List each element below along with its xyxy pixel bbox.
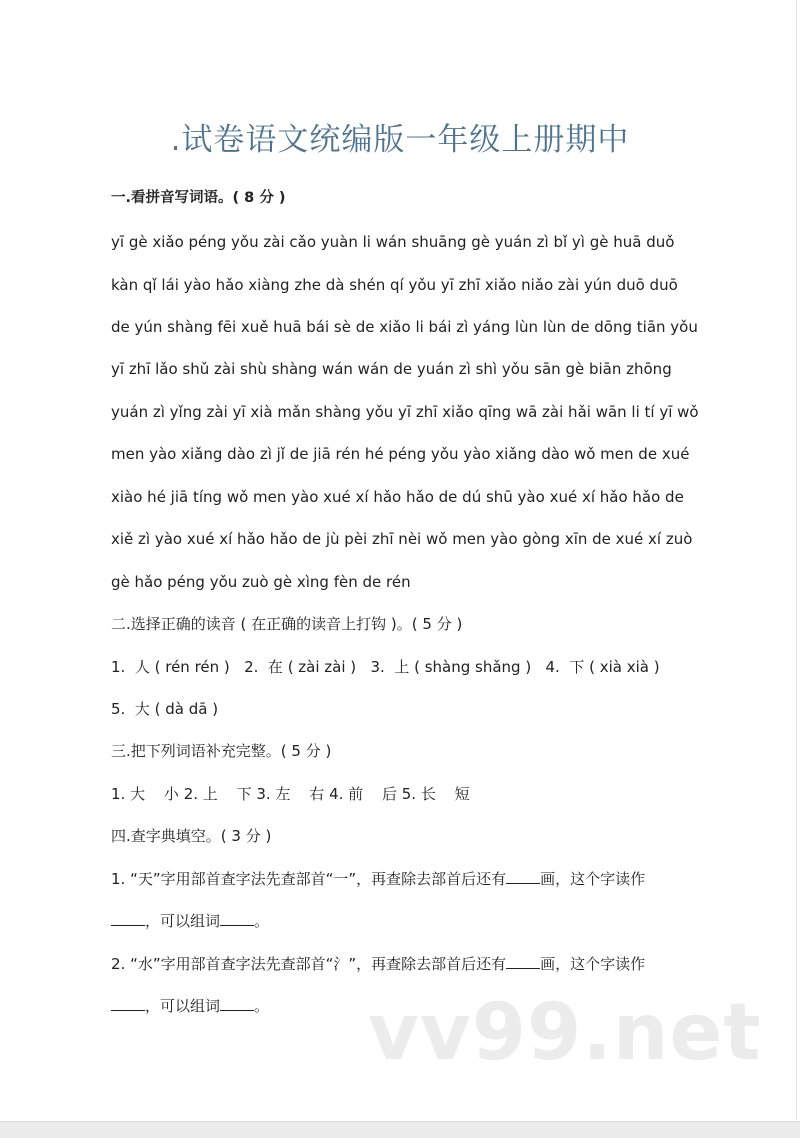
page-bottom-edge bbox=[0, 1121, 800, 1138]
item-num: 4. bbox=[329, 785, 344, 803]
word-b: 下 bbox=[236, 785, 252, 803]
answer-blank[interactable] bbox=[220, 996, 254, 1011]
section1-heading: 一.看拼音写词语。( 8 分 ) bbox=[111, 190, 286, 206]
question-text: 2. “水”字用部首查字法先查部首“氵”，再查除去部首后还有 bbox=[111, 955, 507, 973]
pinyin-line: kàn qǐ lái yào hǎo xiàng zhe dà shén qí yǒu yī zhī xiǎo niǎo zài yún duō duō bbox=[111, 276, 678, 294]
section2-options-line2: 5. 大 ( dà dā ) bbox=[111, 700, 219, 718]
item-num: 5. bbox=[401, 785, 417, 803]
section3-items bbox=[111, 784, 470, 804]
question-text: ，可以组词 bbox=[145, 997, 221, 1015]
word-b: 后 bbox=[381, 785, 397, 803]
answer-blank[interactable] bbox=[111, 996, 145, 1011]
section3-heading: 三.把下列词语补充完整。( 5 分 ) bbox=[111, 742, 332, 760]
answer-blank[interactable] bbox=[506, 954, 540, 969]
pinyin-line: gè hǎo péng yǒu zuò gè xìng fèn de rén bbox=[111, 573, 411, 591]
question-text: ，可以组词 bbox=[145, 912, 221, 930]
question-1-line2 bbox=[111, 911, 269, 931]
pinyin-line: xiě zì yào xué xí hǎo hǎo de jù pèi zhī nèi wǒ men yào gòng xīn de xué xí zuò bbox=[111, 530, 693, 548]
period: 。 bbox=[254, 912, 270, 930]
question-text: 画，这个字读作 bbox=[540, 870, 646, 888]
pinyin-line: men yào xiǎng dào zì jǐ de jiā rén hé péng yǒu yào xiǎng dào wǒ men de xué bbox=[111, 445, 690, 463]
word-a: 大 bbox=[130, 785, 146, 803]
answer-blank[interactable] bbox=[506, 869, 540, 884]
answer-blank[interactable] bbox=[111, 911, 145, 926]
pinyin-line: yī gè xiǎo péng yǒu zài cǎo yuàn li wán shuāng gè yuán zì bǐ yì gè huā duǒ bbox=[111, 233, 675, 251]
pinyin-line: de yún shàng fēi xuě huā bái sè de xiǎo li bái zì yáng lùn lùn de dōng tiān yǒu bbox=[111, 318, 698, 336]
word-b: 右 bbox=[309, 785, 325, 803]
question-1-line1 bbox=[111, 869, 645, 889]
pinyin-line: yī zhī lǎo shǔ zài shù shàng wán wán de yuán zì shì yǒu sān gè biān zhōng bbox=[111, 360, 672, 378]
pinyin-line: xiào hé jiā tíng wǒ men yào xué xí hǎo hǎo de dú shū yào xué xí hǎo hǎo de bbox=[111, 488, 684, 506]
watermark: vv99.net bbox=[368, 988, 762, 1078]
period: 。 bbox=[254, 997, 270, 1015]
word-a: 长 bbox=[420, 785, 436, 803]
question-2-line2 bbox=[111, 996, 269, 1016]
question-text: 1. “天”字用部首查字法先查部首“一”，再查除去部首后还有 bbox=[111, 870, 507, 888]
item-num: 2. bbox=[183, 785, 198, 803]
question-text: 画，这个字读作 bbox=[540, 955, 646, 973]
word-a: 前 bbox=[348, 785, 364, 803]
question-2-line1 bbox=[111, 954, 645, 974]
item-num: 1. bbox=[111, 785, 126, 803]
page-title: .试卷语文统编版一年级上册期中 bbox=[170, 122, 630, 158]
pinyin-line: yuán zì yǐng zài yī xià mǎn shàng yǒu yī zhī xiǎo qīng wā zài hǎi wān li tí yī wǒ bbox=[111, 403, 699, 421]
section2-options-line1: 1. 人 ( rén rén ) 2. 在 ( zài zài ) 3. 上 ( shàng shǎng ) 4. 下 ( xià xià ) bbox=[111, 658, 660, 676]
section2-heading: 二.选择正确的读音 ( 在正确的读音上打钩 )。( 5 分 ) bbox=[111, 615, 463, 633]
word-a: 上 bbox=[202, 785, 218, 803]
word-b: 小 bbox=[163, 785, 179, 803]
word-a: 左 bbox=[275, 785, 291, 803]
section4-heading: 四.查字典填空。( 3 分 ) bbox=[111, 827, 272, 845]
answer-blank[interactable] bbox=[220, 911, 254, 926]
item-num: 3. bbox=[256, 785, 271, 803]
word-b: 短 bbox=[454, 785, 470, 803]
